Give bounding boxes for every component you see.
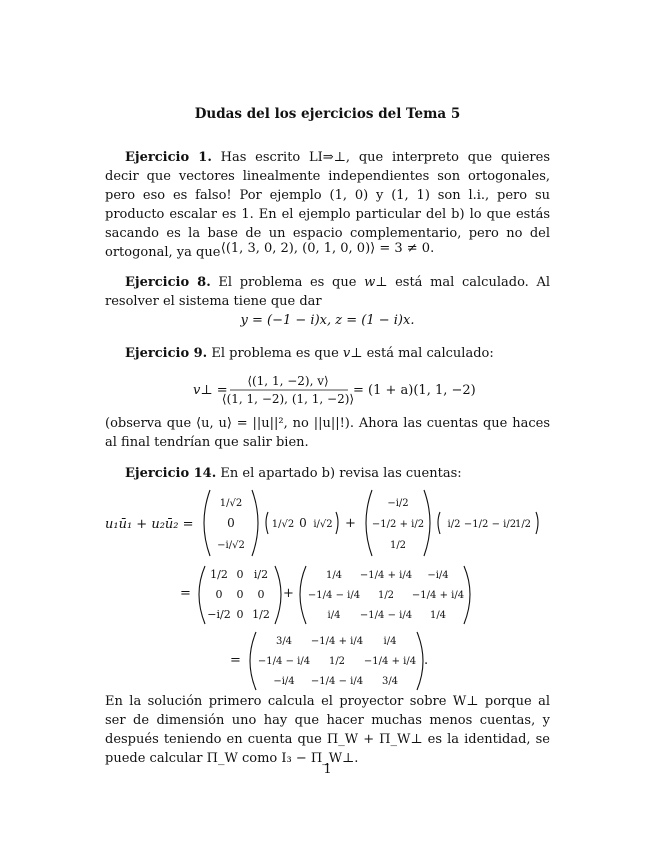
ex14-row2-rparen: [536, 512, 538, 534]
ex14-row1-e2: i/√2: [313, 519, 333, 530]
ex14-col1-e0: 1/√2: [219, 498, 243, 509]
ex14-eq-3: =: [230, 653, 241, 668]
exercise-1-text: Has escrito LI⇒⊥, que interpreto que quieres decir que vectores linealmente independientes son ortogonales, pero eso es falso! Por ejemplo (1, 0) y (1, 1) son l.i., pero su producto escalar es 1. En el ejemplo particular del b) lo que estás sacando es la base de un espacio complementario, pero no del ortogonal, ya que: [105, 150, 550, 260]
ex14-m3-lparen: [250, 632, 256, 690]
ex9-eq-den: ⟨(1, 1, −2), (1, 1, −2)⟩: [221, 392, 355, 406]
m3-1-2: −1/4 + i/4: [363, 656, 417, 667]
m2-0-0: 1/4: [325, 570, 343, 581]
ex9-eq-rhs: = (1 + a)(1, 1, −2): [353, 383, 476, 398]
ex14-col1-rparen: [252, 490, 258, 556]
ex14-col1-lparen: [204, 490, 210, 556]
exercise-9-text-a: El problema es que: [207, 346, 343, 361]
ex14-col2-e0: −i/2: [387, 498, 409, 509]
ex9-eq-num: ⟨(1, 1, −2), v⟩: [247, 374, 329, 388]
m3-0-0: 3/4: [275, 636, 293, 647]
ex14-eq-2: =: [180, 586, 191, 601]
m1-2-0: −i/2: [207, 608, 231, 621]
ex14-col1-e1: 0: [227, 516, 235, 530]
exercise-14-paragraph: [105, 464, 550, 483]
exercise-14-label: Ejercicio 14.: [125, 466, 217, 481]
exercise-14-text: En el apartado b) revisa las cuentas:: [216, 466, 462, 481]
exercise-1-equation: ⟨(1, 3, 0, 2), (0, 1, 0, 0)⟩ = 3 ≠ 0.: [220, 241, 435, 256]
m3-1-0: −1/4 − i/4: [257, 656, 311, 667]
m3-1-1: 1/2: [328, 656, 346, 667]
ex14-col2-e1: −1/2 + i/2: [371, 519, 425, 530]
m3-2-2: 3/4: [381, 676, 399, 687]
ex14-row2-e1: −1/2 − i/2: [463, 519, 517, 530]
exercise-9-label: Ejercicio 9.: [125, 346, 208, 361]
m2-1-1: 1/2: [377, 590, 395, 601]
m1-1-1: 0: [236, 588, 244, 601]
m2-2-0: i/4: [327, 610, 341, 621]
ex14-col1-e2: −i/√2: [217, 540, 245, 551]
m2-1-2: −1/4 + i/4: [411, 590, 465, 601]
m1-2-2: 1/2: [252, 608, 270, 621]
m3-0-2: i/4: [383, 636, 397, 647]
ex14-row2-lparen: [438, 512, 440, 534]
m1-1-2: 0: [257, 588, 265, 601]
ex14-m1-lparen: [199, 566, 205, 624]
m2-0-1: −1/4 + i/4: [359, 570, 413, 581]
ex14-lhs: u₁ū₁ + u₂ū₂ =: [105, 517, 194, 532]
ex14-row2-e0: i/2: [447, 519, 461, 530]
exercise-9-text-b: está mal calculado:: [362, 346, 494, 361]
m1-0-0: 1/2: [210, 568, 228, 581]
ex14-m3-rparen: [417, 632, 423, 690]
ex9-eq-lhs: v⊥ =: [193, 383, 228, 398]
exercise-8-text-b: está mal calculado. Al resolver el sistema tiene que dar: [105, 275, 551, 309]
exercise-8-equation: y = (−1 − i)x, z = (1 − i)x.: [240, 313, 415, 328]
ex14-row1-e1: 0: [299, 516, 307, 530]
ex14-m2-rparen: [464, 566, 470, 624]
ex14-plus-1: +: [345, 516, 356, 531]
ex14-row1-e0: 1/√2: [271, 519, 295, 530]
m2-0-2: −i/4: [427, 570, 449, 581]
exercise-1-label: Ejercicio 1.: [125, 150, 212, 165]
ex14-col2-rparen: [424, 490, 430, 556]
m3-2-0: −i/4: [273, 676, 295, 687]
exercise-8-var: w⊥: [364, 275, 388, 290]
exercise-9-note: (observa que ⟨u, u⟩ = ||u||², no ||u||!). Ahora las cuentas que haces al final tendrían que salir bien.: [105, 416, 550, 450]
m1-1-0: 0: [215, 588, 223, 601]
page-number: 1: [323, 762, 332, 777]
m2-2-1: −1/4 − i/4: [359, 610, 413, 621]
m3-0-1: −1/4 + i/4: [310, 636, 364, 647]
ex14-col2-e2: 1/2: [389, 540, 407, 551]
m2-1-0: −1/4 − i/4: [307, 590, 361, 601]
m3-2-1: −1/4 − i/4: [310, 676, 364, 687]
exercise-8-text-a: El problema es que: [210, 275, 365, 290]
m1-0-2: i/2: [253, 568, 269, 581]
final-paragraph: En la solución primero calcula el proyector sobre W⊥ porque al ser de dimensión uno hay que hacer muchas menos cuentas, y después teniendo en cuenta que Π_W + Π_W⊥ es la identidad, se puede calcular Π_W como I₃ − Π_W⊥.: [105, 694, 550, 766]
exercise-8-label: Ejercicio 8.: [125, 275, 211, 290]
page-title: Dudas del los ejercicios del Tema 5: [194, 106, 461, 122]
exercise-9-var: v⊥: [342, 346, 363, 361]
ex14-m1-rparen: [275, 566, 281, 624]
ex14-row2-e2: 1/2: [514, 519, 532, 530]
m2-2-2: 1/4: [429, 610, 447, 621]
ex14-dot: .: [424, 653, 429, 668]
ex14-plus-2: +: [283, 586, 294, 601]
ex14-row1-rparen: [336, 512, 338, 534]
ex14-m2-lparen: [300, 566, 306, 624]
ex14-row1-lparen: [266, 512, 268, 534]
m1-0-1: 0: [236, 568, 244, 581]
m1-2-1: 0: [236, 608, 244, 621]
